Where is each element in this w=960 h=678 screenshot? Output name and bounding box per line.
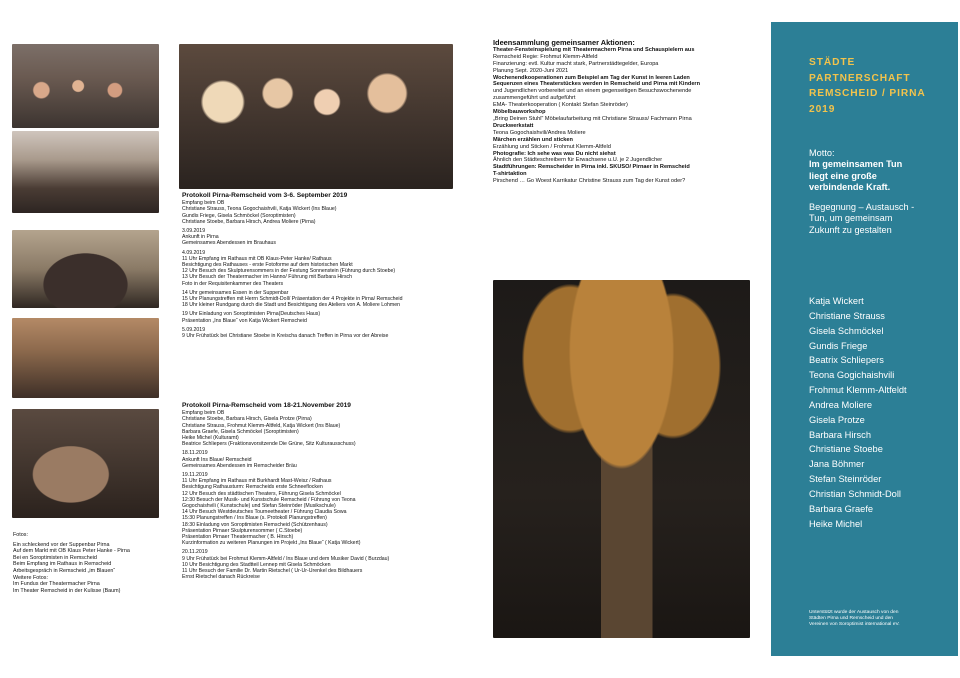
participant-list bbox=[809, 294, 907, 532]
ideen-line: EMA- Theaterkooperation ( Kontakt Stefan Steinröder) bbox=[493, 102, 628, 109]
protokoll-line: Christiane Stoebe, Barbara Hirsch, Gisela Protze (Pirna) bbox=[182, 416, 312, 423]
protokoll-september bbox=[182, 193, 472, 339]
ideen-line: T-shirtaktion bbox=[493, 171, 527, 178]
protokoll-september-title: Protokoll Pirna-Remscheid vom 3-6. September 2019 bbox=[182, 192, 348, 199]
protokoll-line: Beatrice Schliepers (Fraktionsvorsitzende Die Grüne, Sitz Kulturausschuss) bbox=[182, 441, 356, 448]
caption-line: Arbeitsgespräch in Remscheid „im Blauen“ bbox=[13, 567, 116, 574]
panel-title-line: 2019 bbox=[809, 103, 836, 115]
ideen-line: Erzählung und Sticken / Frohmut Klemm-Altfeld bbox=[493, 143, 611, 150]
ideen-line: Photografie: Ich sehe was was Du nicht siehst bbox=[493, 150, 616, 157]
ideen-line: Teona Gogochaishvili/Andrea Moliere bbox=[493, 129, 586, 136]
protokoll-line: 12:30 Besuch der Musik- und Kunstschule Remscheid / Führung von Teona bbox=[182, 496, 356, 503]
panel-title-line: PARTNERSCHAFT bbox=[809, 72, 911, 84]
protokoll-november-title: Protokoll Pirna-Remscheid vom 18-21.November 2019 bbox=[182, 402, 351, 409]
protokoll-line: Gogochaishvili ( Kunstschule) und Stefan Steinröder (Musikschule) bbox=[182, 503, 336, 510]
footer-line: Vereinen von Soroptimist international eV. bbox=[809, 621, 900, 627]
motto-line: liegt eine große bbox=[809, 170, 877, 181]
protokoll-line: Präsentation „Ins Blaue“ von Katja Wickert Remscheid bbox=[182, 317, 307, 324]
panel-motto bbox=[809, 148, 914, 236]
protokoll-line: 9 Uhr Frühstück bei Frohmut Klemm-Altfeld / Ins Blaue und dem Musiker David ( Burzdau) bbox=[182, 555, 390, 562]
protokoll-november bbox=[182, 403, 472, 580]
panel-title-line: STÄDTE bbox=[809, 57, 856, 68]
protokoll-line: 11 Uhr Empfang im Rathaus mit Burkhardt Mast-Weisz / Rathaus bbox=[182, 478, 332, 485]
protokoll-line: Christiane Stoebe, Barbara Hirsch, Andrea Moliere (Pirna) bbox=[182, 218, 316, 225]
protokoll-line: Christiane Strauss, Teona Gogochaishvili, Katja Wickert (Ins Blaue) bbox=[182, 206, 337, 213]
protokoll-line: Präsentation Pirnaer Skulpturensommer ( C.Stoebe) bbox=[182, 527, 303, 534]
protokoll-line: 14 Uhr Besuch Westdeutsches Tourneetheater / Führung Claudia Sowa bbox=[182, 509, 347, 516]
protokoll-line: Gundis Friege, Gisela Schmöckel (Soroptimisten) bbox=[182, 212, 296, 219]
protokoll-line: Kurzinformation zu weiteren Planungen im Projekt „Ins Blaue“ ( Katja Wickert) bbox=[182, 540, 361, 547]
motto-line: verbindende Kraft. bbox=[809, 181, 891, 192]
ideen-line: Remscheid Regie: Frohmut Klemm-Altfeld bbox=[493, 53, 598, 60]
ideensammlung-title: Ideensammlung gemeinsamer Aktionen: bbox=[493, 38, 635, 47]
subtitle-line: Tun, um gemeinsam bbox=[809, 213, 893, 224]
participant-name: Katja Wickert bbox=[809, 296, 864, 306]
photo-theater-fundus bbox=[179, 44, 453, 189]
ideen-line: Druckwerkstatt bbox=[493, 122, 534, 129]
protokoll-line: 19 Uhr Einladung von Soroptimisten Pirna(Deutsches Haus) bbox=[182, 311, 321, 318]
subtitle-line: Zukunft zu gestalten bbox=[809, 224, 892, 235]
ideen-line: Sequenzen eines Theaterstückes werden in Remscheid und Pirna mit Kindern bbox=[493, 81, 701, 88]
ideen-line: „Bring Deinen Stuhl“ Möbelaufarbeitung mit Christiane Strauss/ Fachmann Pirna bbox=[493, 115, 692, 122]
motto-subtitle bbox=[809, 202, 914, 236]
subtitle-line: Begegnung – Austausch - bbox=[809, 202, 915, 213]
ideen-line: und Jugendlichen vorbereitet und an einem gegenseitigen Besuchswochenende bbox=[493, 88, 692, 95]
protokoll-line: Empfang beim OB bbox=[182, 200, 225, 207]
protokoll-line: 12 Uhr Besuch des Skulpturensommers in der Festung Sonnenstein (Führung durch Stoebe) bbox=[182, 268, 396, 275]
protokoll-line: 15 Uhr Planungstreffen mit Herrn Schmidt-Doll/ Präsentation der 4 Projekte in Pirna/ Remscheid bbox=[182, 296, 403, 303]
caption-line: Im Theater Remscheid in der Kulisse (Baum) bbox=[13, 587, 121, 594]
participant-name: Christiane Strauss bbox=[809, 310, 885, 321]
participant-name: Frohmut Klemm-Altfeldt bbox=[809, 385, 907, 396]
caption-line: Bei en Soroptimisten in Remscheid bbox=[13, 554, 97, 561]
protokoll-line: Gemeinsames Abendessen im Remscheider Bräu bbox=[182, 462, 297, 469]
ideen-line: Planung Sept. 2020-Juni 2021 bbox=[493, 67, 569, 74]
participant-name: Gisela Protze bbox=[809, 414, 865, 425]
protokoll-line: Besichtigung Rathausturm: Remscheids erste Schneeflocken bbox=[182, 484, 323, 491]
motto-label: Motto: bbox=[809, 148, 835, 158]
participant-name: Christian Schmidt-Doll bbox=[809, 488, 901, 499]
ideen-line: Finanzierung: evtl. Kultur macht stark, Partnerstädtegelder, Europa bbox=[493, 60, 659, 67]
panel-footer bbox=[809, 610, 900, 627]
protokoll-line: 10 Uhr Besichtigung des Stadtteil Lennep mit Gisela Schmöcken bbox=[182, 561, 331, 568]
participant-name: Barbara Graefe bbox=[809, 503, 874, 514]
protokoll-line: Christiane Strauss, Frohmut Klemm-Altfeld, Katja Wickert (Ins Blaue) bbox=[182, 422, 341, 429]
protokoll-line: 18:30 Einladung von Soroptimisten Remscheid (Schützenhaus) bbox=[182, 521, 328, 528]
participant-name: Barbara Hirsch bbox=[809, 429, 872, 440]
protokoll-line: Besichtigung des Rathauses - erste Fotoforme auf dem historischen Markt bbox=[182, 262, 353, 269]
protokoll-line: Ankunft Ins Blaue/ Remscheid bbox=[182, 456, 252, 463]
protokoll-line: Ernst Rietschel danach Rückreise bbox=[182, 574, 260, 581]
motto-line: Im gemeinsamen Tun bbox=[809, 159, 903, 170]
ideen-line: Stadtführungen: Remscheider in Pirna inkl. SKUSO/ Pirnaer in Remscheid bbox=[493, 164, 690, 171]
protokoll-line: 11 Uhr Besuch der Familie Dr. Martin Rietschel ( Ur-Ur-Urenkel des Bildhauers bbox=[182, 568, 363, 575]
protokoll-line: 4.09.2019 bbox=[182, 249, 206, 256]
caption-line: Auf dem Markt mit OB Klaus Peter Hanke - Pirna bbox=[13, 548, 130, 555]
ideensammlung bbox=[493, 40, 763, 185]
caption-line: Beim Empfang im Rathaus in Remscheid bbox=[13, 561, 112, 568]
photo-soroptimisten bbox=[12, 230, 159, 308]
participant-name: Heike Michel bbox=[809, 518, 863, 529]
participant-name: Andrea Moliere bbox=[809, 399, 873, 410]
footer-line: Städten Pirna und Remscheid und den bbox=[809, 615, 894, 621]
protokoll-line: 18 Uhr kleiner Rundgang durch die Stadt und Besichtigung des Ateliers von A. Moliere Lohmen bbox=[182, 302, 401, 309]
participant-name: Jana Böhmer bbox=[809, 459, 865, 470]
ideen-line: Theater-Fensteinspielung mit Theatermachern Pirna und Schauspielern aus bbox=[493, 46, 695, 53]
caption-line: Ein schleckend vor der Suppenbar Pirna bbox=[13, 541, 110, 548]
participant-name: Teona Gogichaishvili bbox=[809, 370, 895, 381]
protokoll-line: Barbara Graefe, Gisela Schmöckel (Soroptimisten) bbox=[182, 428, 299, 435]
footer-line: Unterstützt wurde der Austausch von den bbox=[809, 610, 899, 615]
caption-line: Fotos: bbox=[13, 532, 28, 538]
photo-markt-ob bbox=[12, 131, 159, 213]
photo-arbeitsgespraech bbox=[12, 409, 159, 518]
panel-title-line: REMSCHEID / PIRNA bbox=[809, 88, 926, 99]
ideen-line: Wochenendkooperationen zum Beispiel am Tag der Kunst in leeren Laden bbox=[493, 74, 690, 81]
photo-captions bbox=[13, 532, 173, 594]
ideen-line: Ähnlich den Städteschreibern für Erwachsene u.U. je 2 Jugendlicher bbox=[493, 157, 663, 164]
protokoll-line: 19.11.2019 bbox=[182, 472, 208, 479]
protokoll-line: Ankunft in Pirna bbox=[182, 234, 219, 241]
protokoll-line: 20.11.2019 bbox=[182, 549, 208, 556]
protokoll-line: Empfang beim OB bbox=[182, 410, 225, 417]
protokoll-line: 18.11.2019 bbox=[182, 450, 208, 457]
protokoll-line: 14 Uhr gemeinsames Essen in der Suppenbar bbox=[182, 289, 289, 296]
panel-title bbox=[809, 55, 926, 117]
photo-suppenbar bbox=[12, 44, 159, 128]
protokoll-line: 12 Uhr Besuch des städtischen Theaters, Führung Gisela Schmöckel bbox=[182, 490, 341, 497]
protokoll-line: 15:30 Planungstreffen / Ins Blaue (s. Protokoll Planungstreffen) bbox=[182, 515, 327, 522]
protokoll-line: Präsentation Pirnaer Theatermacher ( B. Hirsch) bbox=[182, 534, 294, 541]
caption-line: Im Fundus der Theatermacher Pirna bbox=[13, 581, 100, 588]
ideen-line: Möbelbauworkshop bbox=[493, 109, 546, 116]
photo-rathaus-empfang bbox=[12, 318, 159, 398]
protokoll-line: 9 Uhr Frühstück bei Christiane Stoebe in Kreischa danach Treffen in Pirna vor der Abreise bbox=[182, 333, 389, 340]
participant-name: Beatrix Schliepers bbox=[809, 355, 884, 366]
partnerschaft-panel bbox=[771, 22, 958, 656]
photo-theater-baum bbox=[493, 280, 750, 638]
participant-name: Stefan Steinröder bbox=[809, 474, 882, 485]
protokoll-line: 5.09.2019 bbox=[182, 326, 206, 333]
ideen-line: Pirschend … Go Woest Karrikatur Christine Strauss zum Tag der Kunst oder? bbox=[493, 178, 686, 185]
protokoll-line: 3.09.2019 bbox=[182, 228, 206, 235]
protokoll-line: Gemeinsames Abendessen im Brauhaus bbox=[182, 240, 277, 247]
motto-text bbox=[809, 159, 914, 193]
protokoll-line: Foto in der Requisitenkammer des Theaters bbox=[182, 280, 284, 287]
caption-line: Weitere Fotos: bbox=[13, 574, 48, 581]
participant-name: Gundis Friege bbox=[809, 340, 868, 351]
participant-name: Gisela Schmöckel bbox=[809, 325, 884, 336]
ideen-line: Märchen erzählen und sticken bbox=[493, 136, 573, 143]
protokoll-line: 13 Uhr Besuch der Theatermacher im Hanno/ Führung mit Barbara Hirsch bbox=[182, 274, 353, 281]
protokoll-line: Heike Michel (Kulturamt) bbox=[182, 435, 239, 442]
protokoll-line: 11 Uhr Empfang im Rathaus mit OB Klaus-Peter Hanke/ Rathaus bbox=[182, 255, 332, 262]
participant-name: Christiane Stoebe bbox=[809, 444, 883, 455]
ideen-line: zusammengeführt und aufgeführt bbox=[493, 95, 576, 102]
